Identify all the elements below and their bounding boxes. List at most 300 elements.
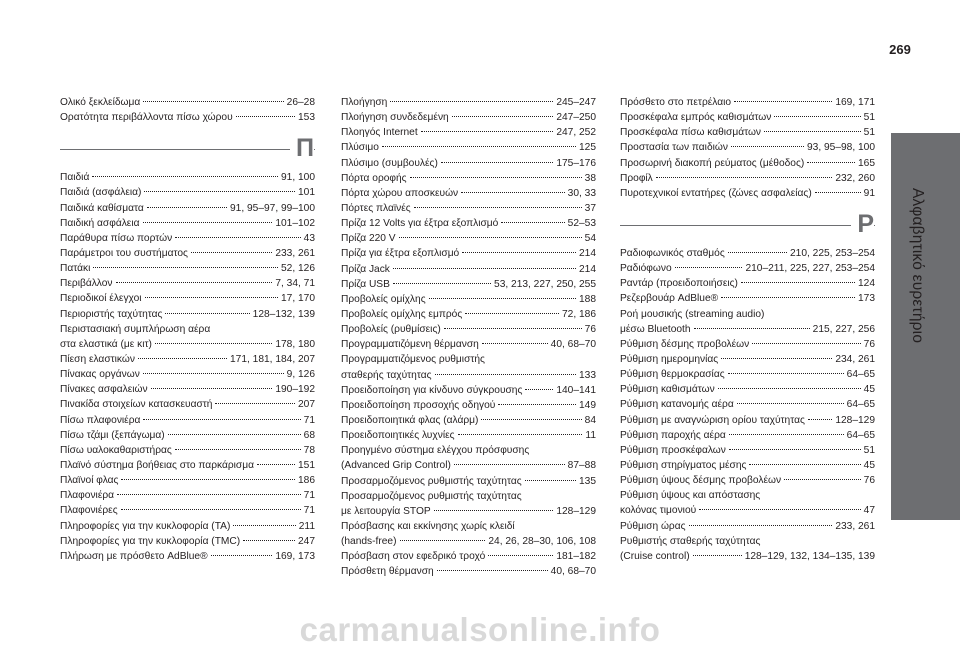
index-term: Πλοήγηση (341, 97, 388, 108)
index-term: Πλοηγός Internet (341, 127, 418, 139)
dot-leader (462, 252, 576, 253)
page-references: 71 (303, 505, 315, 517)
dot-leader (257, 464, 295, 465)
index-term: Προειδοποίηση προσοχής οδηγού (341, 399, 496, 411)
index-entry (60, 231, 315, 246)
index-entry (620, 322, 875, 337)
dot-leader (752, 343, 860, 344)
index-entry (60, 95, 315, 110)
dot-leader (165, 313, 249, 314)
index-term: Ραντάρ (προειδοποιήσεις) (620, 278, 738, 290)
index-column-3 (620, 95, 875, 564)
dot-leader (721, 297, 855, 298)
index-term: Ρύθμιση στηρίγματος μέσης (620, 459, 747, 471)
dot-leader (815, 192, 861, 193)
page-references: 78 (303, 444, 315, 456)
dot-leader (729, 449, 861, 450)
page-references: 47 (863, 505, 875, 517)
page-references: 40, 68–70 (550, 566, 596, 578)
page-references: 38 (584, 172, 596, 184)
dot-leader (429, 298, 576, 299)
index-entry (60, 307, 315, 322)
index-column-2 (341, 95, 596, 580)
index-term: Πίσω τζάμι (ξεπάγωμα) (60, 429, 165, 441)
index-term: Πίσω πλαφονιέρα (60, 414, 141, 426)
index-entry (60, 185, 315, 200)
page-references: 91, 100 (281, 172, 315, 184)
page-references: 43 (303, 232, 315, 244)
index-entry (620, 549, 875, 564)
dot-leader (699, 509, 860, 510)
index-term: Παιδική ασφάλεια (60, 217, 140, 229)
section-letter: Ρ (851, 208, 874, 240)
page-references: 247–250 (556, 112, 596, 124)
index-entry (341, 368, 596, 383)
dot-leader (117, 494, 301, 495)
dot-leader (414, 207, 582, 208)
dot-leader (399, 237, 582, 238)
page-references: 68 (303, 429, 315, 441)
index-entry (341, 277, 596, 292)
index-entry (620, 246, 875, 261)
dot-leader (693, 555, 742, 556)
index-term: Πυροτεχνικοί εντατήρες (ζώνες ασφαλείας) (620, 187, 812, 199)
index-term: μέσω Bluetooth (620, 323, 691, 335)
dot-leader (92, 176, 278, 177)
index-entry (620, 352, 875, 367)
dot-leader (121, 479, 295, 480)
index-entry (60, 201, 315, 216)
dot-leader (390, 101, 553, 102)
index-entry (60, 246, 315, 261)
dot-leader (498, 404, 576, 405)
dot-leader (155, 343, 272, 344)
index-entry (620, 397, 875, 412)
dot-leader (175, 449, 301, 450)
page-references: 175–176 (556, 157, 596, 169)
index-entry (60, 352, 315, 367)
page-references: 211 (298, 520, 315, 532)
index-entry (341, 398, 596, 413)
index-entry (341, 231, 596, 246)
index-entry (60, 503, 315, 518)
dot-leader (718, 388, 861, 389)
index-term: Ρύθμιση ύψους δέσμης προβολέων (620, 475, 782, 487)
index-term: Προφίλ (620, 172, 653, 184)
index-entry (341, 564, 596, 579)
dot-leader (147, 207, 227, 208)
page-references: 37 (584, 202, 596, 214)
index-term: Ρύθμιση ώρας (620, 520, 686, 532)
index-entry (341, 549, 596, 564)
dot-leader (731, 146, 804, 147)
index-entry (620, 473, 875, 488)
page-references: 51 (863, 444, 875, 456)
index-entry (341, 140, 596, 155)
index-term: Πλαφονιέρα (60, 490, 115, 502)
index-entry (341, 504, 596, 519)
index-entry (620, 186, 875, 201)
index-entry (620, 428, 875, 443)
index-term: Προβολείς ομίχλης εμπρός (341, 308, 463, 320)
watermark: carmanualsonline.info (299, 611, 661, 648)
index-term: Ρύθμιση καθισμάτων (620, 384, 715, 396)
index-term: (Cruise control) (620, 550, 690, 562)
index-term: Παιδικά καθίσματα (60, 202, 144, 214)
page-references: 64–65 (846, 429, 875, 441)
index-term: Πρόσθετο στο πετρέλαιο (620, 97, 732, 108)
index-term: Πλοήγηση συνδεδεμένη (341, 112, 449, 124)
index-term: Προσκέφαλα πίσω καθισμάτων (620, 127, 762, 139)
index-term: με λειτουργία STOP (341, 505, 431, 517)
page-references: 54 (584, 233, 596, 245)
index-term: Πατάκι (60, 263, 91, 275)
page-references: 9, 126 (286, 369, 315, 381)
index-entry (341, 534, 596, 549)
dot-leader (145, 297, 278, 298)
index-entry (341, 413, 596, 428)
index-term: Προγραμματιζόμενη θέρμανση (341, 339, 479, 351)
page-references: 186 (298, 475, 315, 487)
dot-leader (410, 177, 582, 178)
index-entry (60, 397, 315, 412)
dot-leader (452, 116, 554, 117)
index-term: Πρίζα 220 V (341, 233, 396, 245)
index-term: Πλαϊνό σύστημα βοήθειας στο παρκάρισμα (60, 459, 254, 471)
page-references: 84 (584, 414, 596, 426)
dot-leader (808, 419, 832, 420)
dot-leader (749, 464, 860, 465)
dot-leader (233, 525, 295, 526)
page-references: 45 (863, 384, 875, 396)
dot-leader (437, 570, 548, 571)
index-term: Ρεζερβουάρ AdBlue® (620, 293, 719, 305)
index-entry (341, 171, 596, 186)
page-references: 87–88 (567, 460, 596, 472)
page-references: 72, 186 (562, 308, 596, 320)
dot-leader (421, 131, 554, 132)
page-references: 153 (298, 112, 315, 124)
dot-leader (488, 555, 553, 556)
index-entry (60, 443, 315, 458)
index-entry (60, 170, 315, 185)
page-references: 51 (863, 127, 875, 139)
index-entry (60, 519, 315, 534)
index-term: Ολικό ξεκλείδωμα (60, 97, 141, 108)
index-term: Πόρτες πλαϊνές (341, 202, 411, 214)
dot-leader (400, 540, 486, 541)
index-term: Προσκέφαλα εμπρός καθισμάτων (620, 112, 772, 124)
page-references: 149 (579, 399, 596, 411)
index-entry (60, 110, 315, 125)
index-column-1 (60, 95, 315, 564)
dot-leader (441, 162, 553, 163)
index-term: Πλύσιμο (συμβουλές) (341, 157, 438, 169)
dot-leader (482, 343, 548, 344)
page-references: 24, 26, 28–30, 106, 108 (488, 536, 596, 548)
page-references: 181–182 (556, 551, 596, 563)
page-references: 207 (298, 399, 315, 411)
page-references: 169, 173 (275, 550, 315, 562)
index-entry (341, 156, 596, 171)
section-letter: Π (290, 132, 314, 164)
page-references: 247, 252 (556, 127, 596, 139)
page-references: 52–53 (567, 218, 596, 230)
dot-leader (481, 419, 581, 420)
page-references: 214 (579, 263, 596, 275)
page-references: 40, 68–70 (550, 339, 596, 351)
index-term: σταθερής ταχύτητας (341, 369, 432, 381)
dot-leader (116, 282, 273, 283)
page-references: 101–102 (275, 217, 315, 229)
index-term: Πίνακας οργάνων (60, 369, 140, 381)
index-entry (60, 458, 315, 473)
dot-leader (211, 555, 273, 556)
page-references: 210–211, 225, 227, 253–254 (745, 263, 875, 275)
page-references: 76 (584, 324, 596, 336)
page-references: 128–132, 139 (252, 308, 315, 320)
page-references: 233, 261 (275, 247, 315, 259)
index-entry (620, 171, 875, 186)
page-number: 269 (889, 42, 911, 57)
page-references: 45 (863, 459, 875, 471)
letter-section-header (620, 208, 875, 246)
page-references: 245–247 (556, 97, 596, 108)
index-entry (620, 519, 875, 534)
index-term: Ρύθμιση κατανομής αέρα (620, 399, 734, 411)
dot-leader (729, 434, 844, 435)
index-entry (620, 95, 875, 110)
index-term: (Advanced Grip Control) (341, 460, 451, 472)
index-term: Πρόσβαση στον εφεδρικό τροχό (341, 551, 486, 563)
index-entry (620, 261, 875, 276)
dot-leader (138, 358, 227, 359)
page-references: 11 (585, 430, 596, 442)
dot-leader (236, 116, 295, 117)
index-term-first-line: Περιστασιακή συμπλήρωση αέρα (60, 323, 211, 335)
page-references: 215, 227, 256 (812, 323, 875, 335)
index-term: Ρύθμιση ημερομηνίας (620, 353, 719, 365)
page-references: 7, 34, 71 (275, 278, 315, 290)
page-references: 151 (298, 459, 315, 471)
page-references: 71 (303, 414, 315, 426)
page-references: 64–65 (846, 369, 875, 381)
index-term-first-line: Προσαρμοζόμενος ρυθμιστής ταχύτητας (341, 490, 522, 502)
index-term: (hands-free) (341, 536, 397, 548)
index-entry (341, 201, 596, 216)
index-entry (60, 261, 315, 276)
index-entry (60, 488, 315, 503)
index-term: Πίεση ελαστικών (60, 353, 135, 365)
index-entry (620, 337, 875, 352)
page-references: 101 (298, 187, 315, 199)
index-term: Πληροφορίες για την κυκλοφορία (TA) (60, 520, 231, 532)
letter-section-header (60, 132, 315, 170)
index-term: Ρύθμιση παροχής αέρα (620, 429, 726, 441)
index-entry (620, 291, 875, 306)
dot-leader (694, 328, 810, 329)
index-term: στα ελαστικά (με κιτ) (60, 338, 152, 350)
index-term: Πρίζα 12 Volts για έξτρα εξοπλισμό (341, 218, 499, 230)
index-entry (620, 413, 875, 428)
index-entry (620, 276, 875, 291)
dot-leader (689, 525, 833, 526)
index-term: Πινακίδα στοιχείων κατασκευαστή (60, 399, 213, 411)
index-term: Πλύσιμο (341, 142, 379, 154)
index-term: Ρύθμιση προσκέφαλων (620, 444, 726, 456)
index-term: Πόρτα χώρου αποσκευών (341, 187, 459, 199)
dot-leader (144, 191, 295, 192)
dot-leader (764, 131, 861, 132)
page-references: 91 (863, 187, 875, 199)
index-entry (60, 337, 315, 352)
index-term: Προσωρινή διακοπή ρεύματος (μέθοδος) (620, 157, 805, 169)
index-entry (60, 382, 315, 397)
index-entry (341, 125, 596, 140)
index-entry (341, 458, 596, 473)
page-references: 128–129 (556, 505, 596, 517)
page-references: 53, 213, 227, 250, 255 (494, 278, 596, 290)
dot-leader (444, 328, 582, 329)
index-term: Πρίζα για έξτρα εξοπλισμό (341, 248, 460, 260)
page-references: 178, 180 (275, 338, 315, 350)
page-references: 165 (858, 157, 875, 169)
index-term: Πίνακες ασφαλειών (60, 384, 148, 396)
index-term: Πρίζα Jack (341, 263, 390, 275)
index-term: Ρύθμιση με αναγνώριση ορίου ταχύτητας (620, 414, 805, 426)
index-term: Παιδιά (60, 172, 90, 184)
page-references: 128–129 (835, 414, 875, 426)
dot-leader (143, 101, 283, 102)
index-term: Πίσω υαλοκαθαριστήρας (60, 444, 172, 456)
dot-leader (737, 403, 844, 404)
page-references: 140–141 (556, 384, 596, 396)
index-entry (620, 382, 875, 397)
index-entry (341, 110, 596, 125)
index-entry (60, 413, 315, 428)
index-term: Ρύθμιση θερμοκρασίας (620, 369, 725, 381)
index-entry (341, 95, 596, 110)
page-references: 171, 181, 184, 207 (230, 353, 315, 365)
dot-leader (807, 162, 855, 163)
index-entry (60, 291, 315, 306)
dot-leader (93, 267, 278, 268)
index-term-first-line: Προηγμένο σύστημα ελέγχου πρόσφυσης (341, 445, 530, 457)
dot-leader (458, 434, 583, 435)
index-term: Πρίζα USB (341, 278, 390, 290)
index-term: Προσαρμοζόμενος ρυθμιστής ταχύτητας (341, 475, 522, 487)
dot-leader (525, 389, 553, 390)
dot-leader (501, 222, 564, 223)
index-entry (620, 110, 875, 125)
index-term: Περιβάλλον (60, 278, 113, 290)
index-entry (341, 383, 596, 398)
index-term-first-line: Προγραμματιζόμενος ρυθμιστής (341, 354, 485, 366)
page-references: 190–192 (275, 384, 315, 396)
index-entry (620, 367, 875, 382)
dot-leader (675, 267, 743, 268)
index-term: Προειδοποιητικά φλας (αλάρμ) (341, 414, 479, 426)
dot-leader (168, 434, 301, 435)
index-term-first-line: Ρύθμιση ύψους και απόστασης (620, 490, 761, 502)
page-references: 125 (579, 142, 596, 154)
page-references: 64–65 (846, 399, 875, 411)
index-term: Προβολείς ομίχλης (341, 293, 426, 305)
dot-leader (465, 313, 559, 314)
dot-leader (393, 283, 491, 284)
index-term: Πλήρωση με πρόσθετο AdBlue® (60, 550, 208, 562)
index-term: Πλαϊνοί φλας (60, 475, 119, 487)
page-references: 71 (303, 490, 315, 502)
dot-leader (393, 268, 576, 269)
page-references: 133 (579, 369, 596, 381)
page-references: 128–129, 132, 134–135, 139 (744, 550, 875, 562)
page-references: 91, 95–97, 99–100 (230, 202, 315, 214)
page-references: 124 (858, 278, 875, 290)
index-term: Πόρτα οροφής (341, 172, 407, 184)
index-entry (341, 292, 596, 307)
index-term: Προειδοποιητικές λυχνίες (341, 430, 455, 442)
index-entry (341, 474, 596, 489)
page-references: 17, 170 (281, 293, 315, 305)
index-term-first-line: Πρόσβασης και εκκίνησης χωρίς κλειδί (341, 520, 515, 532)
index-entry (60, 276, 315, 291)
page-references: 247 (298, 535, 315, 547)
page-references: 52, 126 (281, 263, 315, 275)
page-references: 26–28 (286, 97, 315, 108)
dot-leader (721, 358, 832, 359)
index-term: Ρύθμιση δέσμης προβολέων (620, 338, 750, 350)
page-references: 173 (858, 293, 875, 305)
index-term: Παράμετροι του συστήματος (60, 247, 188, 259)
page-references: 76 (863, 475, 875, 487)
index-entry (341, 307, 596, 322)
page-references: 30, 33 (567, 187, 596, 199)
index-term: Πρόσθετη θέρμανση (341, 566, 434, 578)
index-entry (341, 246, 596, 261)
dot-leader (741, 282, 855, 283)
dot-leader (774, 116, 860, 117)
index-entry (620, 458, 875, 473)
index-entry (60, 367, 315, 382)
dot-leader (143, 222, 273, 223)
page-references: 210, 225, 253–254 (790, 247, 875, 259)
index-entry (341, 337, 596, 352)
dot-leader (728, 252, 787, 253)
index-term: Ορατότητα περιβάλλοντα πίσω χώρου (60, 112, 233, 124)
page-references: 169, 171 (835, 97, 875, 108)
index-entry (620, 443, 875, 458)
index-entry (60, 534, 315, 549)
dot-leader (434, 510, 554, 511)
dot-leader (143, 373, 284, 374)
dot-leader (461, 192, 565, 193)
dot-leader (121, 509, 301, 510)
page-references: 135 (579, 475, 596, 487)
dot-leader (243, 540, 295, 541)
index-entry (60, 216, 315, 231)
page-references: 214 (579, 248, 596, 260)
page-references: 233, 261 (835, 520, 875, 532)
dot-leader (191, 252, 272, 253)
index-term: Ραδιόφωνο (620, 263, 672, 275)
index-term: Ραδιοφωνικός σταθμός (620, 247, 725, 259)
dot-leader (143, 419, 300, 420)
page-references: 51 (863, 112, 875, 124)
dot-leader (728, 373, 844, 374)
page-references: 76 (863, 338, 875, 350)
dot-leader (784, 479, 861, 480)
